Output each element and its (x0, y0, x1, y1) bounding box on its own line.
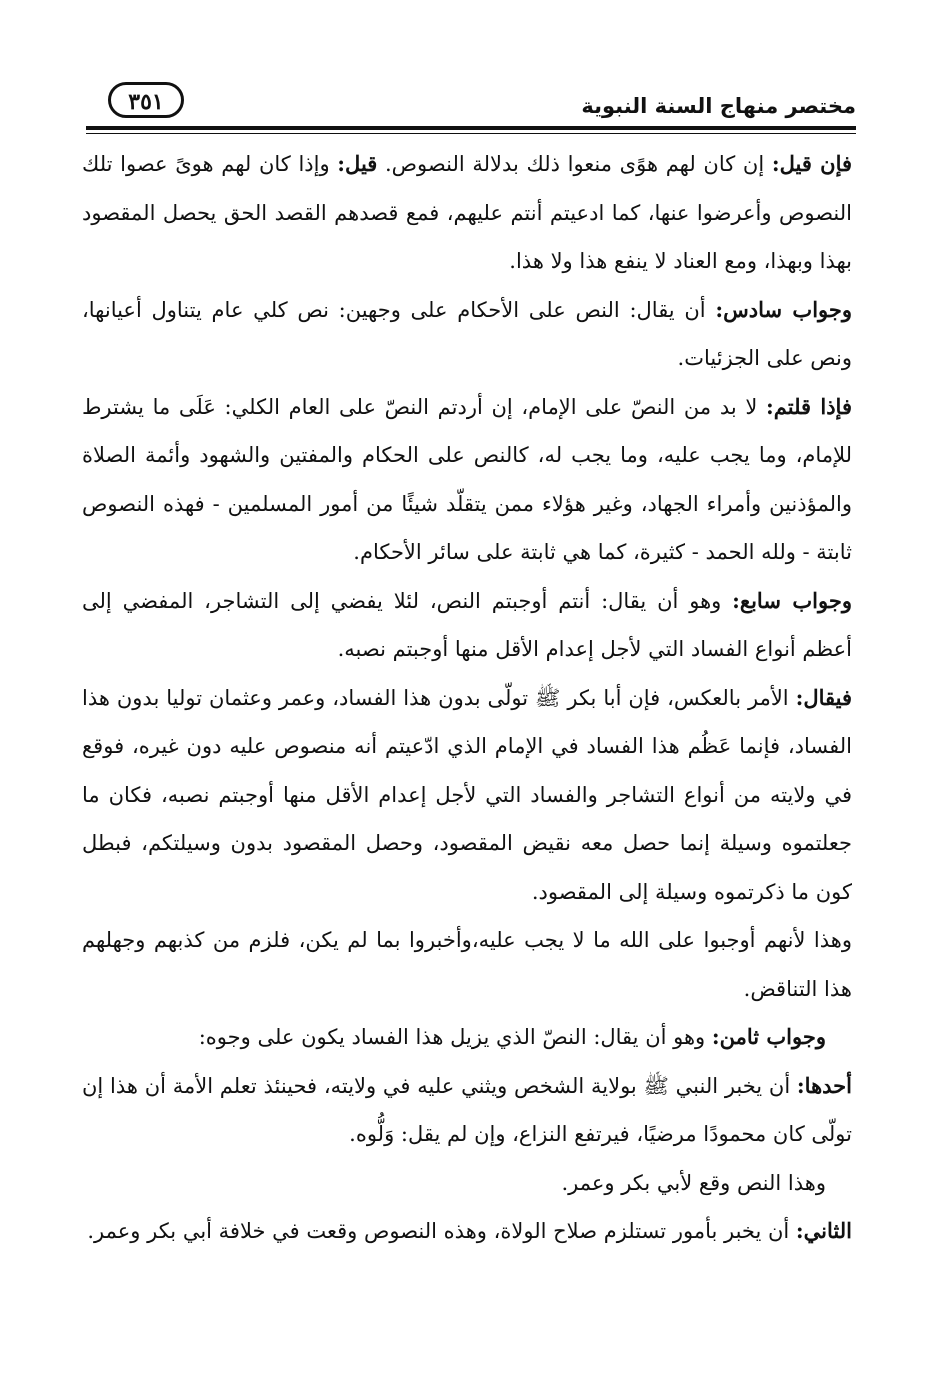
paragraph (82, 1207, 852, 1256)
paragraph (82, 1013, 852, 1062)
paragraph-text: أن يقال: النص على الأحكام على وجهين: نص كلي عام يتناول أعيانها، ونص على الجزئيات. (82, 297, 852, 370)
paragraph (82, 140, 852, 286)
paragraph-text: وهو أن يقال: النصّ الذي يزيل هذا الفساد يكون على وجوه: (198, 1025, 712, 1049)
paragraph-lead: الثاني: (795, 1218, 852, 1243)
paragraph (82, 916, 852, 1013)
paragraph (82, 383, 852, 577)
paragraph-text: إن كان لهم هوًى منعوا ذلك بدلالة النصوص. (377, 152, 772, 176)
paragraph-text: وهذا النص وقع لأبي بكر وعمر. (561, 1170, 826, 1195)
paragraph (82, 1159, 852, 1208)
paragraph (82, 286, 852, 383)
paragraph-text: وإذا كان لهم هوىً عصوا تلك النصوص وأعرضوا عنها، كما ادعيتم أنتم عليهم، فمع قصدهم القصد الحق يحصل المقصود بهذا وبهذا، ومع العناد لا ينفع هذا ولا هذا. (82, 152, 852, 273)
paragraph-lead: فإن قيل: (771, 151, 853, 176)
paragraph (82, 577, 852, 674)
paragraph-text: أن يخبر بأمور تستلزم صلاح الولاة، وهذه النصوص وقعت في خلافة أبي بكر وعمر. (87, 1219, 796, 1243)
paragraph-lead: قيل: (337, 151, 378, 176)
page-header (86, 78, 856, 128)
paragraph-lead: فيقال: (795, 684, 852, 710)
paragraph-text: لا بد من النصّ على الإمام، إن أردتم النصّ على العام الكلي: عَلَى ما يشترط للإمام، وما يجب عليه، وما يجب له، كالنص على الحكام والمفتين والشهود وأئمة الصلاة والمؤذنين وأمراء الجهاد، وغير هؤلاء ممن يتقلّد شيئًا من أمور المسلمين - فهذه النصوص ثابتة - ولله الحمد - كثيرة، كما هي ثابتة على سائر الأحكام. (82, 394, 852, 564)
paragraph-text: وهذا لأنهم أوجبوا على الله ما لا يجب عليه،وأخبروا بما لم يكن، فلزم من كذبهم وجهلهم هذا التناقض. (82, 928, 852, 1001)
paragraph-text: وهو أن يقال: أنتم أوجبتم النص، لئلا يفضي إلى التشاجر، المفضي إلى أعظم أنواع الفساد التي لأجل إعدام الأقل منها أوجبتم نصبه. (82, 588, 852, 661)
paragraph-lead: وجواب سادس: (715, 296, 852, 322)
header-rule-thick (86, 126, 856, 130)
paragraph-text: أن يخبر النبي ﷺ بولاية الشخص ويثني عليه في ولايته، فحينئذ تعلم الأمة أن هذا إن تولّى كان محمودًا مرضيًا، فيرتفع النزاع، وإن لم يقل: وَلُّوه. (82, 1073, 852, 1146)
running-title: مختصر منهاج السنة النبوية (581, 94, 856, 118)
paragraph-lead: وجواب سابع: (732, 587, 852, 613)
paragraph-lead: أحدها: (796, 1072, 852, 1098)
body-text (82, 140, 852, 1256)
paragraph-lead: وجواب ثامن: (711, 1024, 826, 1049)
paragraph (82, 674, 852, 917)
header-rule-thin (86, 133, 856, 134)
paragraph (82, 1062, 852, 1159)
page-number: ٣٥١ (108, 82, 184, 118)
paragraph-text: الأمر بالعكس، فإن أبا بكر ﷺ تولّى بدون هذا الفساد، وعمر وعثمان توليا بدون هذا الفساد، فإنما عَظُم هذا الفساد في الإمام الذي ادّعيتم أنه منصوص عليه دون غيره، فوقع في ولايته من أنواع التشاجر والفساد التي لأجل إعدام الأقل منها أوجبتم نصبه، فكان ما جعلتموه وسيلة إنما حصل معه نقيض المقصود، وحصل المقصود بدون وسيلتكم، فبطل كون ما ذكرتموه وسيلة إلى المقصود. (82, 685, 852, 904)
paragraph-lead: فإذا قلتم: (766, 393, 852, 419)
